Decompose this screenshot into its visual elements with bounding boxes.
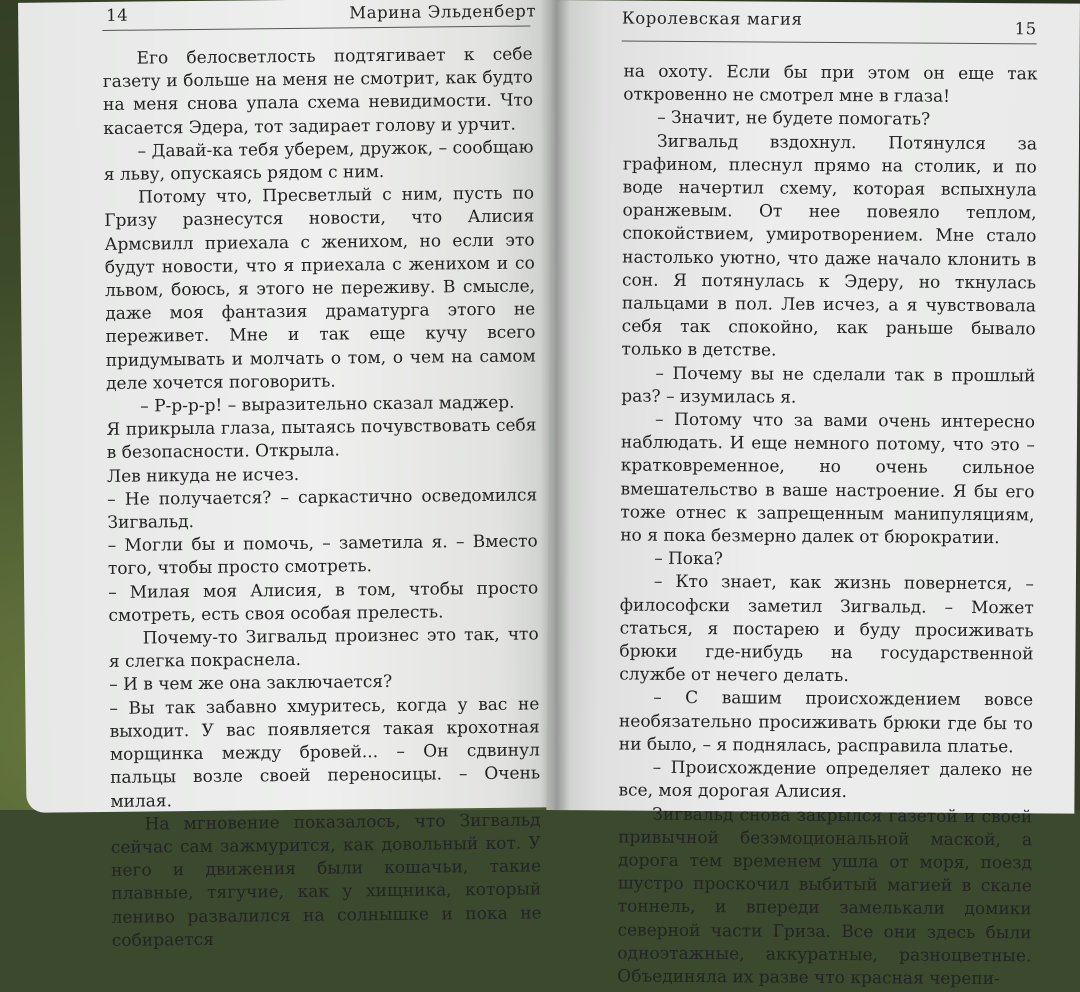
running-head-author: Марина Эльденберт bbox=[349, 1, 537, 23]
right-page-text bbox=[617, 61, 1037, 992]
paragraph: – Потому что за вами очень интересно наблюдать. И еще немного потому, что это – кратковременное, но очень сильное вмешательство в ваше настроение. Я бы его тоже отнес к запрещенным манипуляциям, но я пока безмерно далек от бюрократии. bbox=[620, 409, 1036, 549]
paragraph: Зигвальд снова закрылся газетой и своей привычной безэмоциональной маской, а дорога тем временем ушла от моря, поезд шустро проскочил выбитый магией в скале тоннель, и впереди замелькали домики северной части Гриза. Все они здесь были одноэтажные, аккуратные, разноцветные. Объединяла их разве что красная черепи- bbox=[617, 804, 1033, 990]
paragraph: Потому что, Пресветлый с ним, пусть по Гризу разнесутся новости, что Алисия Армсвилл приехала с женихом, но если это будут новости, что я приехала с женихом и со львом, боюсь, я этого не переживу. В смысле, даже моя фантазия драматурга этого не переживет. Мне и так еще кучу всего придумывать и молчать о том, о чем на самом деле хочется поговорить. bbox=[104, 183, 536, 394]
paragraph: – Не получается? – саркастично осведомился Зигвальд. bbox=[107, 485, 538, 533]
running-head-title: Королевская магия bbox=[621, 8, 803, 29]
page-number: 14 bbox=[106, 5, 129, 25]
paragraph: – Почему вы не сделали так в прошлый раз? – изумилась я. bbox=[621, 363, 1036, 408]
paragraph: – Происхождение определяет далеко не все, моя дорогая Алисия. bbox=[618, 757, 1033, 803]
paragraph: – Давай-ка тебя уберем, дружок, – сообщаю я льву, опускаясь рядом с ним. bbox=[103, 137, 534, 185]
left-page-text bbox=[102, 43, 541, 952]
header-rule bbox=[622, 40, 1037, 44]
paragraph: – Значит, не будете помогать? bbox=[657, 108, 931, 131]
paragraph-continuation: на охоту. Если бы при этом он еще так откровенно не смотрел мне в глаза! bbox=[623, 61, 1038, 107]
paragraph: – И в чем же она заключается? bbox=[109, 672, 393, 696]
right-page bbox=[546, 0, 1080, 990]
paragraph: – Р-р-р-р! – выразительно сказал маджер. bbox=[140, 392, 515, 417]
paragraph: – Кто знает, как жизнь повернется, – философски заметил Зигвальд. – Может статься, я постарею и буду просиживать брюки где-нибудь на государственной службе от нечего делать. bbox=[619, 572, 1034, 687]
paragraph: Я прикрыла глаза, пытаясь почувствовать себя в безопасности. Открыла. bbox=[106, 415, 537, 464]
paragraph: Лев никуда не исчез. bbox=[106, 464, 300, 487]
paragraph: Почему-то Зигвальд произнес это так, что я слегка покраснела. bbox=[108, 624, 539, 673]
left-page-header bbox=[86, 0, 536, 38]
paragraph: – Милая моя Алисия, в том, чтобы просто смотреть, есть своя особая прелесть. bbox=[108, 578, 539, 626]
right-page-header bbox=[622, 2, 1037, 39]
paragraph: – Могли бы и помочь, – заметила я. – Вместо того, чтобы просто смотреть. bbox=[107, 531, 538, 580]
paragraph: – С вашим происхождением вовсе необязательно просиживать брюки где бы то ни было, – я поднялась, расправила платье. bbox=[618, 688, 1034, 758]
paragraph: На мгновение показалось, что Зигвальд сейчас сам зажмурится, как довольный кот. У него и движения были кошачьи, такие плавные, тягучие, как у хищника, который лениво развалился на солнышке и пока не собирается bbox=[110, 810, 542, 951]
paragraph: Его белосветлость подтягивает к себе газету и больше на меня не смотрит, как будто на меня снова упала схема невидимости. Что касается Эдера, тот задирает голову и урчит. bbox=[102, 44, 534, 139]
left-page bbox=[18, 0, 566, 951]
paragraph: Зигвальд вздохнул. Потянулся за графином, плеснул прямо на столик, и по воде начертил схему, которая вспыхнула оранжевым. От нее повеяло теплом, спокойствием, умиротворением. Мне стало настолько уютно, что даже начало клонить в сон. Я потянулась к Эдеру, но ткнулась пальцами в пол. Лев исчез, а я чувствовала себя так спокойно, как раньше бывало только в детстве. bbox=[621, 131, 1038, 362]
paragraph: – Пока? bbox=[654, 548, 724, 570]
paragraph: – Вы так забавно хмуритесь, когда у вас не выходит. У вас появляется такая крохотная морщинка между бровей... – Он сдвинул пальцы возле своей переносицы. – Очень милая. bbox=[109, 694, 541, 812]
page-number: 15 bbox=[1014, 19, 1037, 39]
